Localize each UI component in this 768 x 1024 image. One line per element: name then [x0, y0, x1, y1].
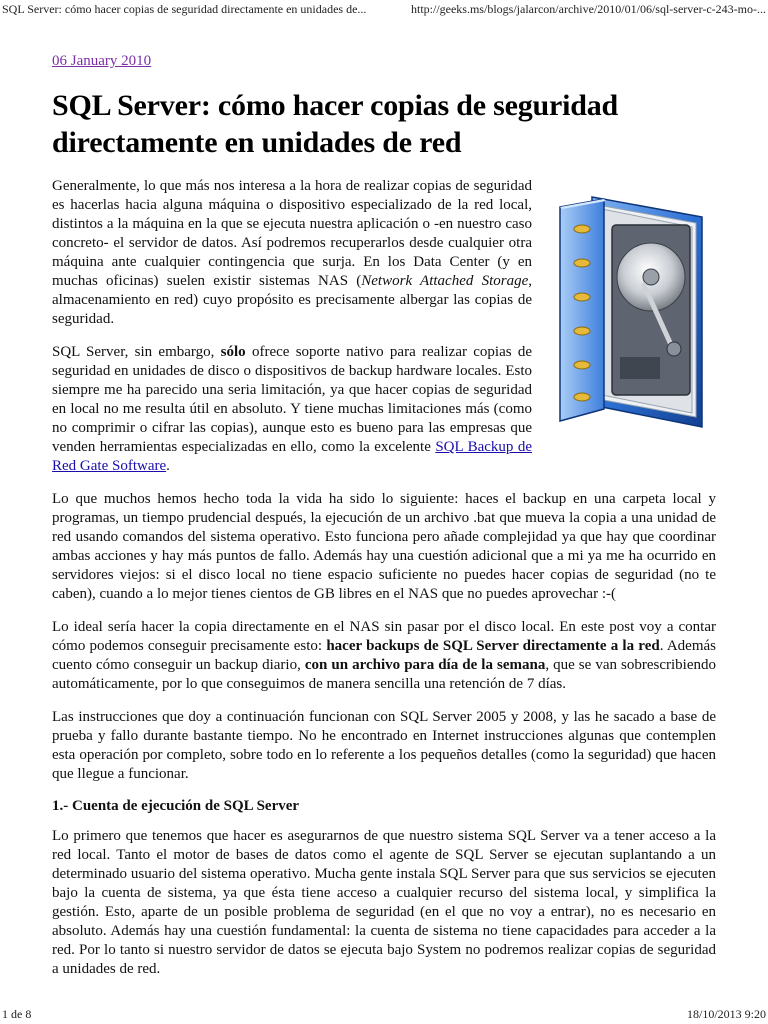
intro-section: [52, 177, 716, 476]
paragraph-limitation: SQL Server, sin embargo, sólo ofrece soporte nativo para realizar copias de seguridad en unidades de disco o dispositivos de backup hardware locales. Esto siempre me ha parecido una seria limitación, ya que hacer copias de seguridad en local no me resulta útil en absoluto. Y tiene muchas limitaciones más (como no comprimir o cifrar las copias), aunque esto es bueno para las empresas que venden herramientas especializadas en ello, como la excelente SQL Backup de Red Gate Software.: [52, 344, 533, 474]
print-footer: [0, 1004, 768, 1024]
print-header-title: SQL Server: cómo hacer copias de seguridad directamente en unidades de...: [2, 2, 367, 16]
print-datetime: 18/10/2013 9:20: [686, 1007, 766, 1021]
paragraph-service-account: Lo primero que tenemos que hacer es asegurarnos de que nuestro sistema SQL Server va a tener acceso a la red local. Tanto el motor de bases de datos como el agente de SQL Server se ejecutan suplantando a un determinado usuario del sistema operativo. Mucha gente instala SQL Server para que sus servicios se ejecuten bajo la cuenta de sistema, ya que ésta tiene acceso a cualquier recurso del sistema local, y simplifica la gestión. Esto, aparte de un posible problema de seguridad (en el que no voy a entrar), no es necesario en absoluto. Además hay una cuestión fundamental: la cuenta de sistema no tiene capacidades para acceder a la red. Por lo tanto si nuestro servidor de datos se ejecuta bajo System no podremos realizar copias de seguridad a unidades de red.: [52, 828, 716, 977]
paragraph-usual-approach: Lo que muchos hemos hecho toda la vida ha sido lo siguiente: haces el backup en una carpeta local y programas, un tiempo prudencial después, la ejecución de un archivo .bat que mueva la copia a una unidad de red usando comandos del sistema operativo. Esto funciona pero añade complejidad ya que hay que coordinar ambas acciones y hay más puntos de fallo. Además hay una cuestión adicional que a mi ya me ha ocurrido en servidores viejos: si el disco local no tiene espacio suficiente no puedes hacer copias de seguridad (no te caben), cuando a lo mejor tienes cientos de GB libres en el NAS que no puedes aprovechar :-(: [52, 491, 716, 602]
print-header: [0, 0, 768, 20]
post-title: SQL Server: cómo hacer copias de seguridad directamente en unidades de red: [52, 89, 619, 159]
post-date-link[interactable]: 06 January 2010: [52, 53, 152, 69]
backup-folder-harddisk-icon: [552, 177, 712, 437]
sql-backup-red-gate-link[interactable]: SQL Backup de Red Gate Software: [52, 439, 533, 474]
paragraph-ideal: Lo ideal sería hacer la copia directamente en el NAS sin pasar por el disco local. En este post voy a contar cómo podemos conseguir precisamente esto: hacer backups de SQL Server directamente a la red. Además cuento cómo conseguir un backup diario, con un archivo para día de la semana, que se van sobrescribiendo automáticamente, por lo que conseguimos de manera sencilla una retención de 7 días.: [52, 619, 716, 692]
page-number: 1 de 8: [2, 1007, 32, 1021]
paragraph-intro: Generalmente, lo que más nos interesa a la hora de realizar copias de seguridad es hacerlas hacia alguna máquina o dispositivo especializado de la red local, distintos a la máquina en la que se ejecuta nuestra aplicación o -en nuestro caso concreto- el servidor de datos. Así podremos recuperarlos desde cualquier otra máquina ante cualquier contingencia que surja. En los Data Center (y en muchas oficinas) suelen existir sistemas NAS (Network Attached Storage, almacenamiento en red) cuyo propósito es precisamente albergar las copias de seguridad.: [52, 178, 532, 327]
section-heading-1: 1.- Cuenta de ejecución de SQL Server: [52, 798, 300, 814]
paragraph-instructions: Las instrucciones que doy a continuación funcionan con SQL Server 2005 y 2008, y las he sacado a base de prueba y fallo durante bastante tiempo. No he encontrado en Internet instrucciones algunas que contemplen esta operación por completo, sobre todo en lo referente a los pequeños detalles (como la seguridad) que hacen que llegue a funcionar.: [52, 709, 716, 782]
post-content: [52, 52, 716, 993]
print-header-url: http://geeks.ms/blogs/jalarcon/archive/2010/01/06/sql-server-c-243-mo-...: [410, 2, 766, 16]
